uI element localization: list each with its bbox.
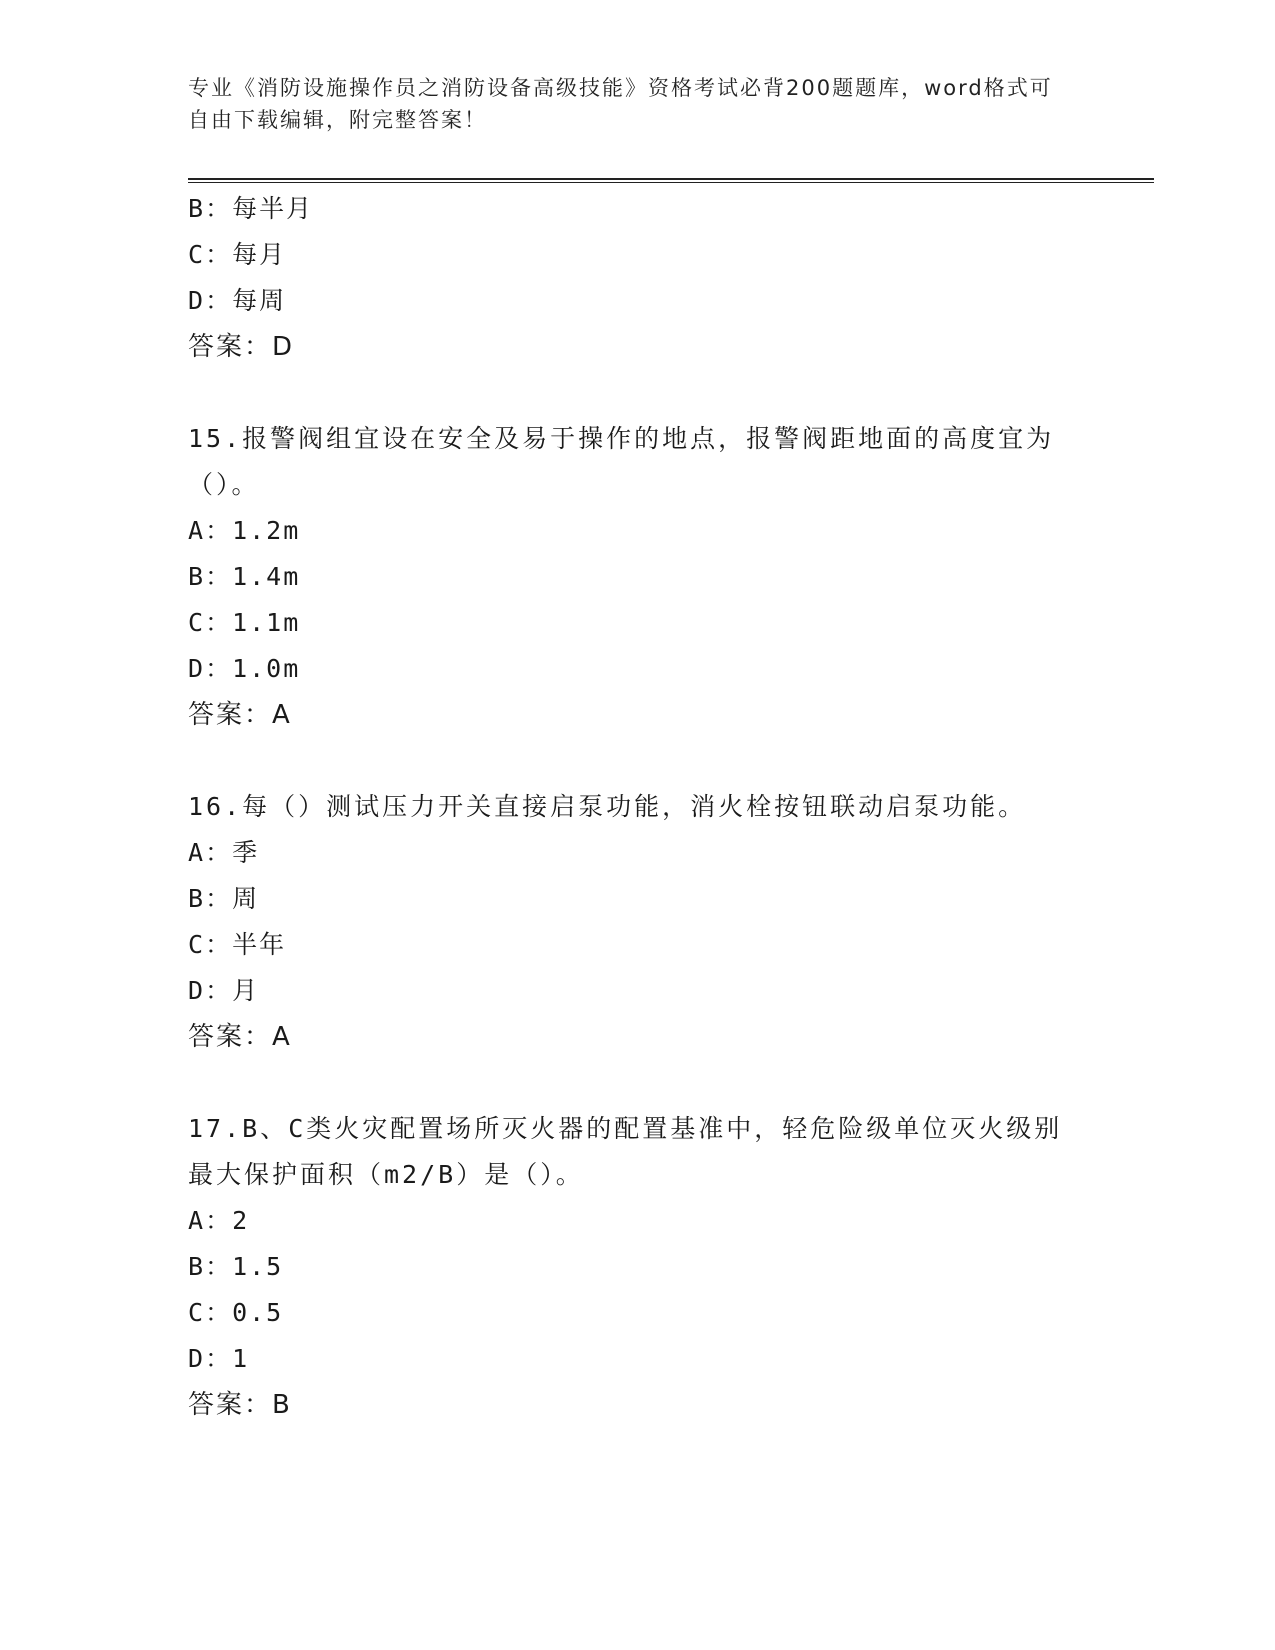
option-key: C (188, 608, 206, 637)
option-a: A：2 (188, 1206, 250, 1235)
option-b: B：周 (188, 884, 260, 913)
answer-line: 答案：A (188, 700, 292, 730)
option-text: 0.5 (232, 1298, 284, 1327)
option-d: D：1.0m (188, 654, 301, 683)
question-text: 17.B、C类火灾配置场所灭火器的配置基准中，轻危险级单位灭火级别最大保护面积（m2/B）是（）。 (188, 1114, 1063, 1189)
option-key: D (188, 654, 206, 683)
option-b: B：1.4m (188, 562, 301, 591)
option-c: C：半年 (188, 930, 287, 959)
option-text: 1.2m (232, 516, 301, 545)
option-c: C：每月 (188, 240, 287, 269)
document-header: 专业《消防设施操作员之消防设备高级技能》资格考试必背200题题库，word格式可自由下载编辑，附完整答案！ (188, 76, 1053, 132)
option-key: B (188, 194, 206, 223)
option-c: C：0.5 (188, 1298, 284, 1327)
option-b: B：1.5 (188, 1252, 284, 1281)
option-key: C (188, 1298, 206, 1327)
option-text: 每半月 (232, 194, 314, 223)
question-text: 15.报警阀组宜设在安全及易于操作的地点，报警阀距地面的高度宜为（）。 (188, 424, 1055, 499)
option-key: C (188, 930, 206, 959)
option-key: A (188, 838, 206, 867)
option-text: 周 (232, 884, 260, 913)
answer-line: 答案：B (188, 1390, 292, 1420)
option-text: 每周 (232, 286, 287, 315)
option-d: D：每周 (188, 286, 287, 315)
question-text: 16.每（）测试压力开关直接启泵功能，消火栓按钮联动启泵功能。 (188, 792, 1027, 821)
option-text: 半年 (232, 930, 287, 959)
option-text: 1.4m (232, 562, 301, 591)
option-text: 1.0m (232, 654, 301, 683)
option-key: A (188, 1206, 206, 1235)
option-a: A：1.2m (188, 516, 301, 545)
option-key: A (188, 516, 206, 545)
question-list (188, 186, 1088, 1428)
option-key: B (188, 562, 206, 591)
option-key: D (188, 286, 206, 315)
option-a: A：季 (188, 838, 260, 867)
option-text: 2 (232, 1206, 250, 1235)
option-key: B (188, 884, 206, 913)
option-d: D：月 (188, 976, 260, 1005)
option-key: D (188, 976, 206, 1005)
option-b: B：每半月 (188, 194, 314, 223)
header-divider (188, 178, 1154, 183)
option-text: 1 (232, 1344, 250, 1373)
option-c: C：1.1m (188, 608, 301, 637)
option-key: B (188, 1252, 206, 1281)
option-text: 1.5 (232, 1252, 284, 1281)
option-text: 月 (232, 976, 260, 1005)
option-d: D：1 (188, 1344, 250, 1373)
option-text: 每月 (232, 240, 287, 269)
answer-line: 答案：D (188, 332, 295, 362)
option-key: C (188, 240, 206, 269)
option-key: D (188, 1344, 206, 1373)
answer-line: 答案：A (188, 1022, 292, 1052)
option-text: 1.1m (232, 608, 301, 637)
option-text: 季 (232, 838, 260, 867)
